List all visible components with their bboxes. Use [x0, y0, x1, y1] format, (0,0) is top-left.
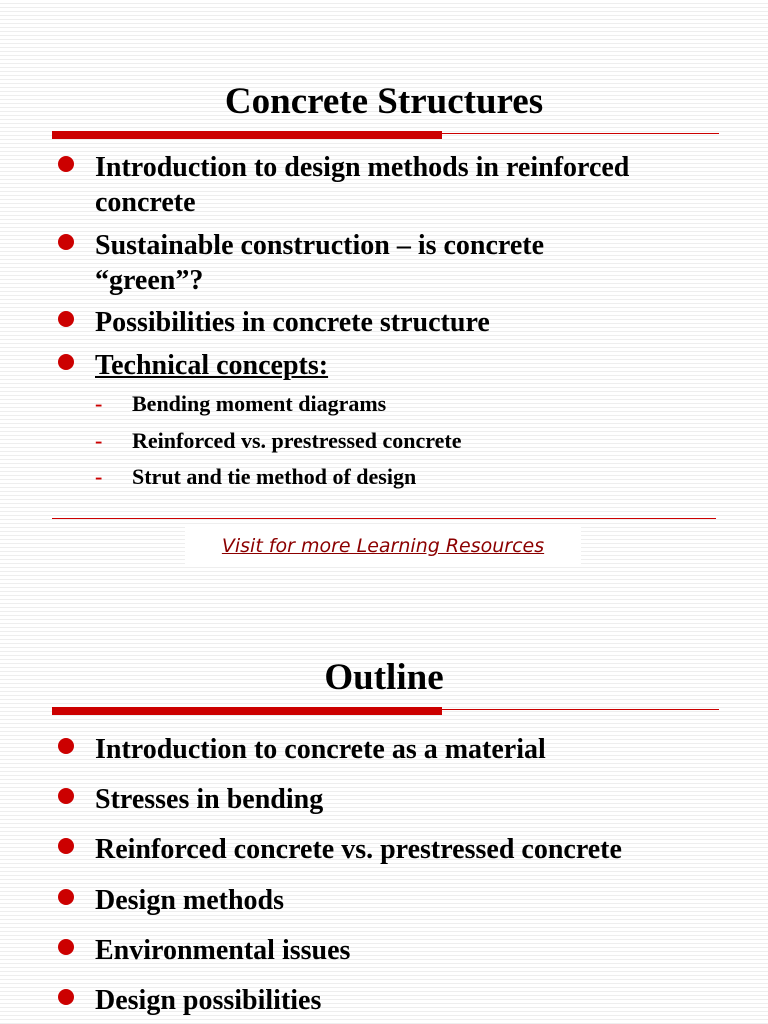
bullet-dot-icon — [58, 738, 74, 754]
bullet-text — [95, 228, 725, 298]
bullet-item — [58, 782, 718, 817]
bullet-dot-icon — [58, 889, 74, 905]
bullet-line: Introduction to design methods in reinforced — [95, 152, 630, 183]
bullet-text — [95, 150, 725, 220]
bullet-item — [58, 983, 718, 1018]
bullet-item — [58, 933, 718, 968]
bullet-line: concrete — [95, 187, 196, 218]
bullet-text: Design possibilities — [95, 985, 322, 1016]
slide-outline — [0, 600, 768, 1024]
bullet-dot-icon — [58, 939, 74, 955]
bullet-dot-icon — [58, 788, 74, 804]
bullet-item — [58, 832, 718, 867]
bullet-text: Introduction to concrete as a material — [95, 734, 546, 765]
sub-item-text: Reinforced vs. prestressed concrete — [132, 428, 462, 453]
learning-resources-link[interactable]: Visit for more Learning Resources — [221, 535, 545, 557]
bullet-dot-icon — [58, 838, 74, 854]
sub-item — [95, 428, 695, 454]
bullet-item — [58, 228, 718, 298]
bullet-dot-icon — [58, 354, 74, 370]
dash-bullet-icon: - — [95, 464, 103, 489]
title-underline-thick — [52, 131, 442, 139]
bullet-text: Technical concepts: — [95, 350, 329, 381]
sub-item-text: Bending moment diagrams — [132, 391, 387, 416]
dash-bullet-icon: - — [95, 428, 103, 453]
bullet-text: Design methods — [95, 885, 285, 916]
bullet-dot-icon — [58, 989, 74, 1005]
bullet-item — [58, 732, 718, 767]
sub-item-text: Strut and tie method of design — [132, 464, 417, 489]
bullet-text: Possibilities in concrete structure — [95, 307, 490, 338]
bullet-text: Environmental issues — [95, 935, 351, 966]
bullet-dot-icon — [58, 234, 74, 250]
bullet-text: Reinforced concrete vs. prestressed concrete — [95, 834, 622, 865]
slide-title: Concrete Structures — [224, 81, 544, 122]
title-underline-thick — [52, 707, 442, 715]
bullet-dot-icon — [58, 156, 74, 172]
slide-bottom-rule — [52, 518, 716, 519]
learning-resources-banner — [185, 526, 581, 566]
bullet-item — [58, 150, 718, 220]
bullet-line: “green”? — [95, 265, 204, 296]
dash-bullet-icon: - — [95, 391, 103, 416]
bullet-line: Sustainable construction – is concrete — [95, 230, 545, 261]
bullet-text: Stresses in bending — [95, 784, 324, 815]
bullet-item — [58, 305, 718, 340]
title-underline — [52, 707, 719, 715]
bullet-item — [58, 348, 718, 383]
bullet-item — [58, 883, 718, 918]
sub-item — [95, 391, 695, 417]
title-underline-thin — [442, 133, 719, 134]
sub-item — [95, 464, 695, 490]
title-underline-thin — [442, 709, 719, 710]
bullet-dot-icon — [58, 311, 74, 327]
slide-title: Outline — [324, 657, 444, 698]
title-underline — [52, 131, 719, 139]
